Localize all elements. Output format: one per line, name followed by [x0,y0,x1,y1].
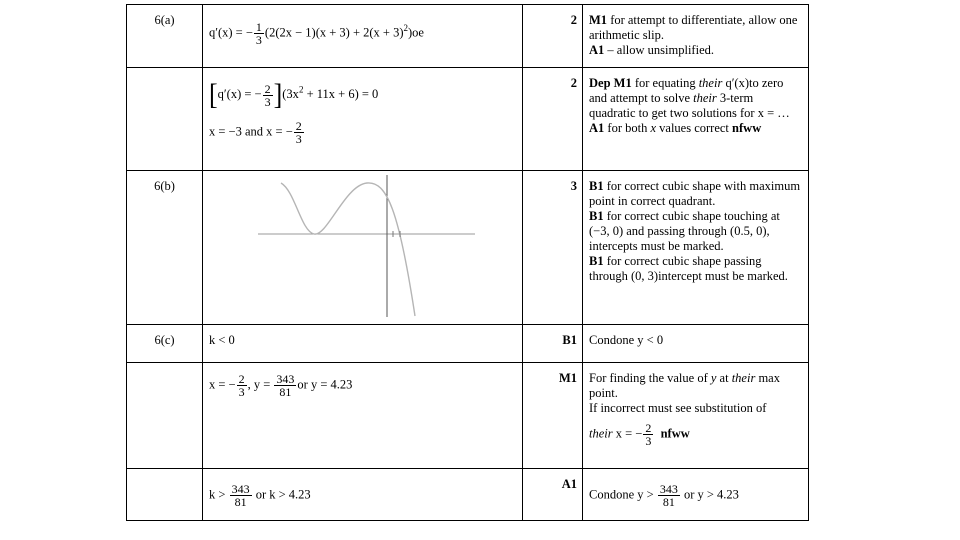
marks: B1 [523,325,583,363]
guidance-cell [583,363,809,469]
answer-cell [203,363,523,469]
answer-cell [203,171,523,325]
answer-expression: k > $\frac{343}{81}$ or k > 4.23 [209,482,311,509]
guidance-line: their x = − $\frac{2}{3}$ nfww [589,421,690,448]
guidance-line: B1 for correct cubic shape passing through (0, 3)intercept must be marked. [589,254,788,283]
marks: M1 [523,363,583,469]
guidance-cell [583,469,809,521]
table-row [127,469,809,521]
marks: A1 [523,469,583,521]
fraction: $\frac{2}{3}$ [295,119,302,146]
fraction: $\frac{343}{81}$ [659,482,678,509]
answer-solutions: x = −3 and x = − $\frac{2}{3}$ [209,119,302,146]
cubic-curve [281,183,415,316]
guidance-line: Condone y > $\frac{343}{81}$ or y > 4.23 [589,482,739,509]
table-row [127,171,809,325]
table-row [127,325,809,363]
answer-cell [203,5,523,68]
question-number: 6(a) [127,5,203,68]
guidance-line: A1 for both x values correct nfww [589,121,762,135]
answer-cell [203,68,523,171]
answer-expression: x = − $\frac{2}{3}$ , y = $\frac{343}{81}$ or y = 4.23 [209,372,353,399]
marks: 2 [523,68,583,171]
guidance-line: If incorrect must see substitution of [589,401,767,415]
mark-scheme-table [126,4,809,521]
guidance-cell [583,68,809,171]
guidance-line: M1 for attempt to differentiate, allow one arithmetic slip. [589,13,798,42]
fraction: $\frac{2}{3}$ [264,81,271,109]
question-number: 6(b) [127,171,203,325]
table-row [127,363,809,469]
table-row [127,68,809,171]
fraction: $\frac{343}{81}$ [231,482,250,509]
guidance-line: A1 – allow unsimplified. [589,43,714,57]
cubic-sketch [203,171,521,321]
question-number [127,469,203,521]
guidance-line: For finding the value of y at their max point. [589,371,780,400]
guidance-line: B1 for correct cubic shape with maximum point in correct quadrant. [589,179,801,208]
question-number: 6(c) [127,325,203,363]
guidance-cell [583,5,809,68]
answer-expression: [q′(x) = − $\frac{2}{3}$ ]$(3x^2 + 11x + 6) = 0$ [209,77,379,112]
fraction: $\frac{1}{3}$ [255,20,262,47]
answer-cell [203,469,523,521]
answer-expression: k < 0 [209,333,235,347]
fraction: $\frac{2}{3}$ [238,372,245,399]
question-number [127,68,203,171]
marks: 3 [523,171,583,325]
question-number [127,363,203,469]
table-row [127,5,809,68]
guidance-cell [583,171,809,325]
marks: 2 [523,5,583,68]
fraction: $\frac{343}{81}$ [276,372,295,399]
guidance-cell: Condone y < 0 [583,325,809,363]
answer-cell [203,325,523,363]
guidance-line: Dep M1 for equating their q′(x)to zero and attempt to solve their 3-term quadratic to get two solutions for x = … [589,76,790,120]
answer-expression: q′(x) = − $\frac{1}{3}$ $(2(2x - 1)(x + 3) + 2(x + 3)^2)oe$ [209,20,424,47]
guidance-line: B1 for correct cubic shape touching at (−3, 0) and passing through (0.5, 0), intercepts must be marked. [589,209,780,253]
fraction: $\frac{2}{3}$ [645,421,652,448]
